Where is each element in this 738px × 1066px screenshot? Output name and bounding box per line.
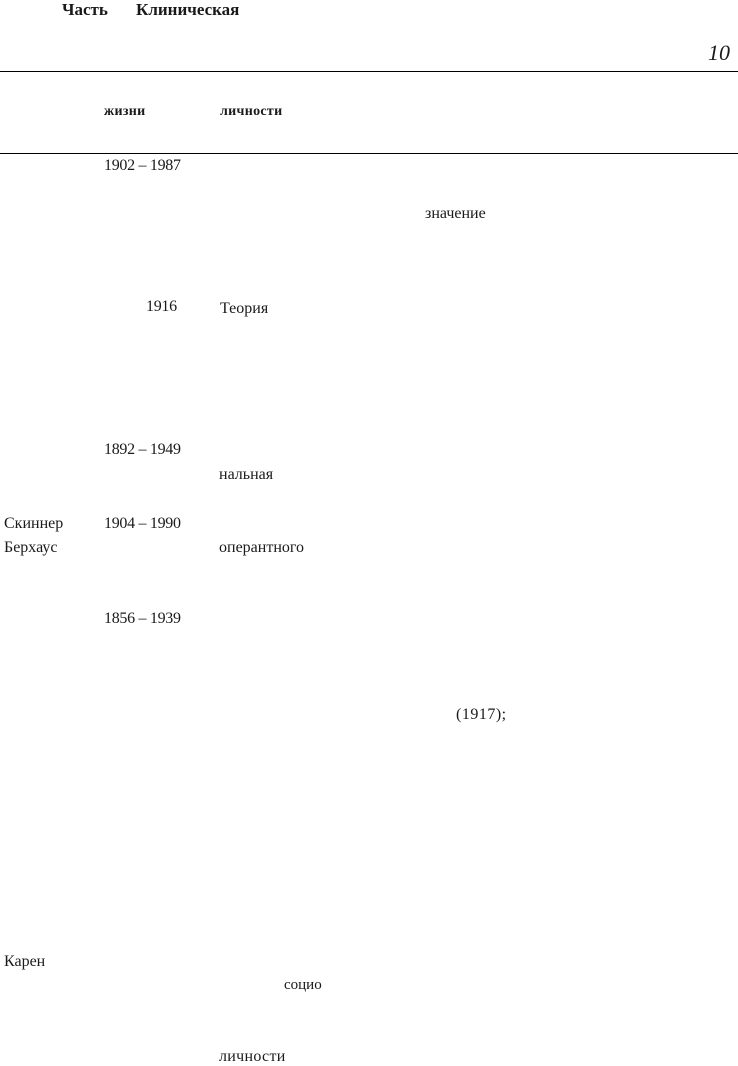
name-berhaus: Берхаус bbox=[4, 539, 58, 556]
text-fragment: личности bbox=[219, 1048, 286, 1065]
life-years-row-4: 1904 – 1990 bbox=[104, 515, 181, 532]
life-years-row-3: 1892 – 1949 bbox=[104, 441, 181, 458]
page-number: 10 bbox=[708, 40, 730, 65]
name-skinner: Скиннер bbox=[4, 515, 64, 532]
text-fragment: (1917); bbox=[456, 706, 507, 723]
text-fragment: оперантного bbox=[219, 539, 305, 556]
running-title-part: Часть bbox=[62, 0, 108, 19]
name-karen: Карен bbox=[4, 953, 46, 970]
column-header-life: жизни bbox=[104, 104, 146, 119]
header-rule-bottom bbox=[0, 153, 738, 154]
text-fragment: Теория bbox=[220, 300, 269, 317]
header-rule-top bbox=[0, 71, 738, 72]
column-header-personality: личности bbox=[220, 104, 283, 119]
text-fragment: социо bbox=[284, 977, 322, 993]
text-fragment: нальная bbox=[219, 466, 274, 483]
life-years-row-2: 1916 bbox=[146, 298, 177, 315]
text-fragment: значение bbox=[425, 205, 486, 222]
life-years-row-5: 1856 – 1939 bbox=[104, 610, 181, 627]
running-title-subject: Клиническая bbox=[136, 0, 240, 19]
life-years-row-1: 1902 – 1987 bbox=[104, 157, 181, 174]
